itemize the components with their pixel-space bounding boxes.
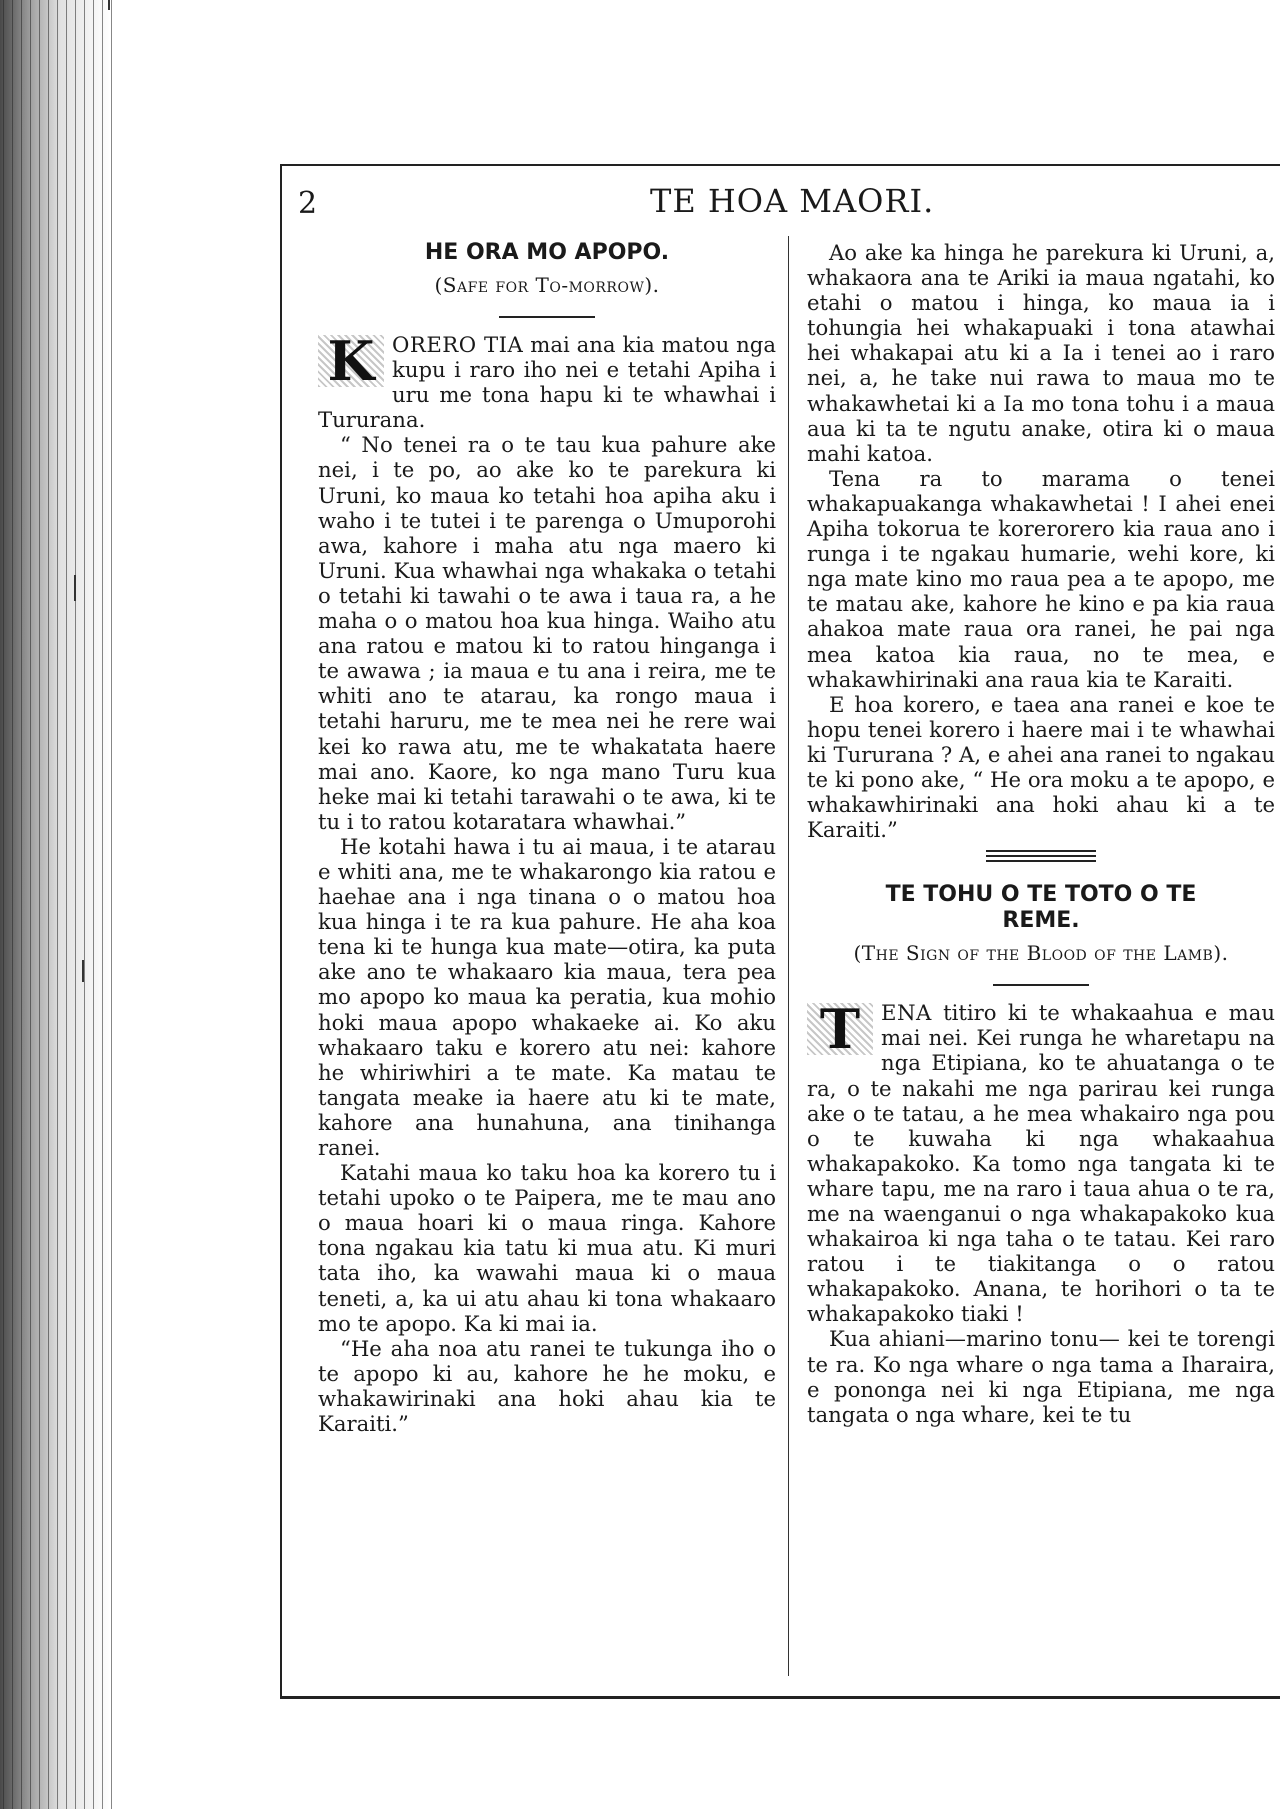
column-divider xyxy=(788,236,789,1676)
ornamental-dropcap: T xyxy=(807,1003,873,1055)
article-paragraph: Tena ra to marama o tenei whakapuakanga whakawhetai ! I ahei enei Apiha tokorua te korerorero kia raua ano i runga i te ngakau humarie, wehi kore, ki nga mate kino mo raua pea a te apopo, me te matau ake, kahore he kino e pa kia raua ahakoa mate raua ora ranei, he pai nga mea katoa kia raua, no te mea, e whakawhirinaki ana raua kia te Karaiti. xyxy=(807,465,1275,692)
binding-mark xyxy=(108,0,110,10)
lead-word: ENA xyxy=(881,1000,932,1026)
article-paragraph xyxy=(807,997,1275,1327)
binding-mark xyxy=(82,960,84,982)
article-paragraph: Katahi maua ko taku hoa ka korero tu i tetahi upoko o te Paipera, me te mau ano o maua hoari ki o maua ringa. Kahore tona ngakau kia tatu ki mua atu. Ki muri tata iho, ka wawahi maua ki o maua teneti, a, ka ui atu ahau ki tona whakaaro mo te apopo. Ka ki mai ia. xyxy=(318,1160,776,1336)
article-paragraph: He kotahi hawa i tu ai maua, i te atarau e whiti ana, me te whakarongo kia ratou e haehae ana i nga tinana o o matou hoa kua hinga i te ra kua pahure. He aha koa tena ki te hunga kua mate—otira, ka puta ake ano te whakaaro kia maua, tera pea mo apopo ko maua ka peratia, kua mohio hoki maua apopo whakaeke ai. Ko aku whakaaro taku e korero atu nei: kahore he whiriwhiri a te mate. Ka matau te tangata meake ia haere atu ki te mate, kahore ana hunahuna, ana tinihanga ranei. xyxy=(318,833,776,1160)
newspaper-page xyxy=(280,164,1280,1699)
ornamental-dropcap: K xyxy=(318,335,384,387)
scan-binding-edge xyxy=(0,0,120,1809)
section-divider xyxy=(986,850,1096,862)
title-rule xyxy=(993,984,1089,986)
article-title xyxy=(807,882,1275,934)
page-number: 2 xyxy=(298,186,318,221)
page-bottom-rule xyxy=(280,1696,1280,1699)
right-column xyxy=(807,240,1275,1427)
article-subtitle: (The Sign of the Blood of the Lamb). xyxy=(853,941,1229,966)
paragraph-text: titiro ki te whakaahua e mau mai nei. Kei runga he wharetapu na nga Etipiana, ko te ahuatanga o te ra, o te nakahi me nga parirau kei runga ake o te tatau, a he mea whakairo nga pou o te kuwaha ki nga whakaahua whakapakoko. Ka tomo nga tangata ki te whare tapu, me na raro i taua ahua o te ra, me na waenganui o nga whakapakoko kua whakairoa ki nga taha o te tatau. Kei raro ratou i te tiakitanga o o ratou whakapakoko. Anana, te horihori o ta te whakapakoko tiaki ! xyxy=(807,1000,1275,1327)
article-title-line: TE TOHU O TE TOTO O TE xyxy=(885,882,1197,908)
article-paragraph: Ao ake ka hinga he parekura ki Uruni, a, whakaora ana te Ariki ia maua ngatahi, ko etahi o matou i hinga, ko maua ia i tohungia hei whakapuaki i tona atawhai hei whakapai atu ki a Ia i tenei ao i raro nei, a, he take nui rawa to maua mo te whakawhetai ki a Ia mo tona tohu i a maua aua ki ta te ngutu anake, otira ki o maua mahi katoa. xyxy=(807,240,1275,466)
article-title: HE ORA MO APOPO. xyxy=(424,240,670,265)
lead-word: ORERO TIA xyxy=(392,332,524,357)
article-paragraph: Kua ahiani—marino tonu— kei te torengi te ra. Ko nga whare o nga tama a Iharaira, e pononga nei ki nga Etipiana, me nga tangata o nga whare, kei te tu xyxy=(807,1326,1275,1427)
article-paragraph xyxy=(318,329,776,433)
article-title-line: REME. xyxy=(1002,908,1080,934)
title-rule xyxy=(499,316,595,318)
page-top-rule xyxy=(280,164,1280,166)
binding-mark xyxy=(74,575,76,601)
article-paragraph: “ No tenei ra o te tau kua pahure ake nei, i te po, ao ake ko te parekura ki Uruni, ko maua ko tetahi hoa apiha aku i waho i te tutei i te parenga o Umuporohi awa, kahore i maha atu nga maero ki Uruni. Kua whawhai nga whakaka o tetahi o tetahi ki tawahi o te awa i taua ra, a he maha o o matou hoa kua hinga. Waiho atu ana ratou e matou ki to ratou hinganga i te awawa ; ia maua e tu ana i reira, me te whiti ano te atarau, ka rongo maua i tetahi haruru, me te mea nei he rere wai kei ko rawa atu, me te whakatata haere mai ano. Kaore, ko nga mano Turu kua heke mai ki tetahi tarawahi o te awa, ki te tu i to ratou kotaratara whawhai.” xyxy=(318,432,776,834)
article-paragraph: “He aha noa atu ranei te tukunga iho o te apopo ki au, kahore he he moku, e whakawirinaki ana hoki ahau kia te Karaiti.” xyxy=(318,1335,776,1437)
article-subtitle: (Safe for To-morrow). xyxy=(434,273,660,297)
left-column xyxy=(318,240,776,1436)
page-left-rule xyxy=(280,164,282,1696)
article-paragraph: E hoa korero, e taea ana ranei e koe te hopu tenei korero i haere mai i te whawhai ki Tururana ? A, e ahei ana ranei to ngakau te ki pono ake, “ He ora moku a te apopo, e whakawhirinaki ana hoki ahau ki a te Karaiti.” xyxy=(807,691,1275,843)
paragraph-text: mai ana kia matou nga kupu i raro iho nei e tetahi Apiha i uru me tona hapu ki te whawhai i Tururana. xyxy=(318,332,776,433)
running-head-title: TE HOA MAORI. xyxy=(650,182,935,220)
